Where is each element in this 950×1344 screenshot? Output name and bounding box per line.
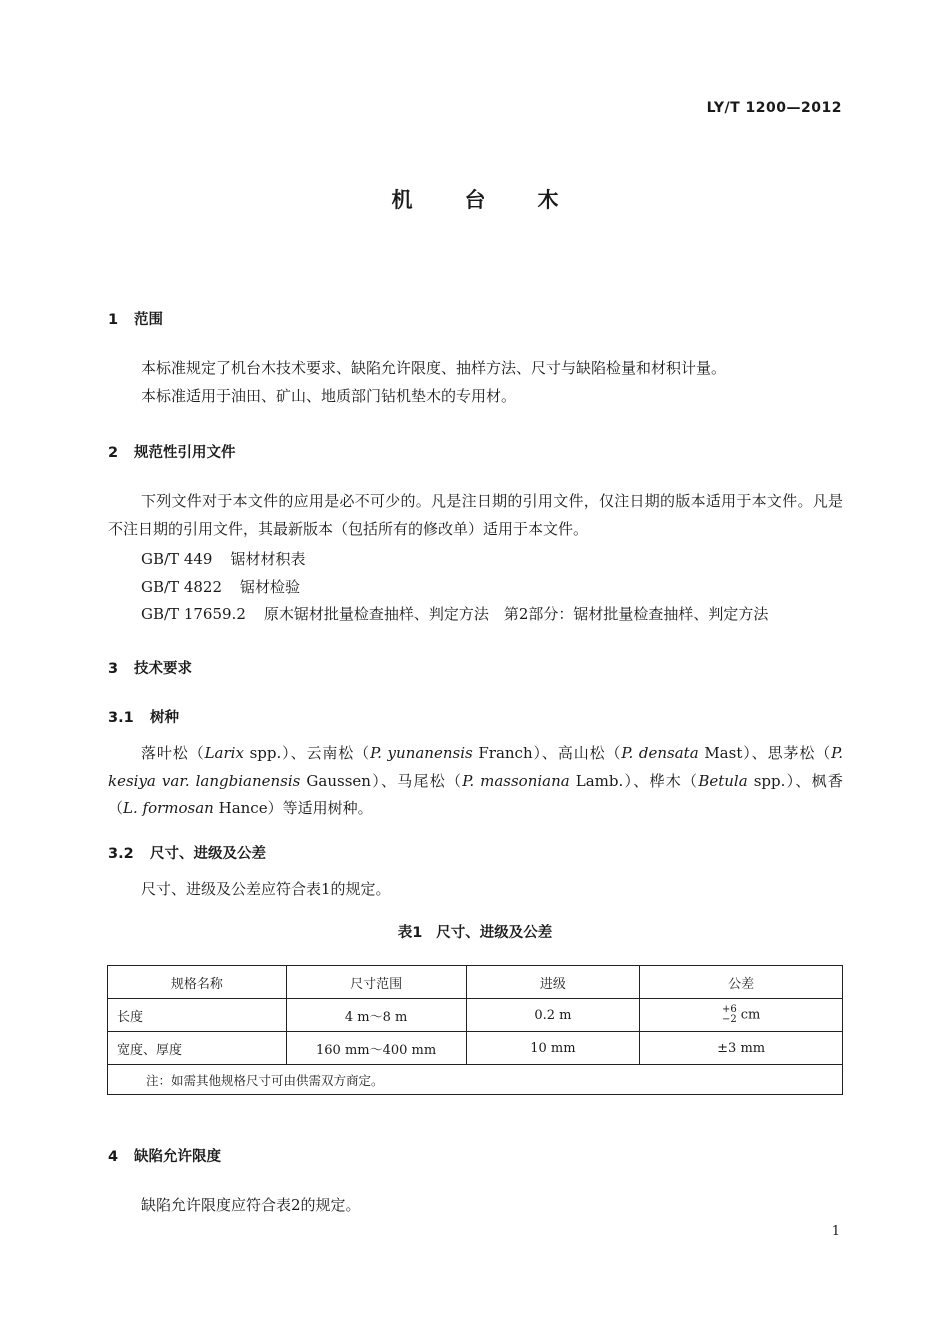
section-3-heading [108,657,192,678]
tolerance-fraction: +6 −2 [721,1004,737,1025]
reference-name: 锯材材积表 [230,550,306,568]
section-title: 缺陷允许限度 [134,1149,221,1165]
section-number: 2 [108,445,119,461]
reference-name: 锯材检验 [240,578,301,596]
references-intro-paragraph: 下列文件对于本文件的应用是必不可少的。凡是注日期的引用文件，仅注日期的版本适用于本文件。凡是不注日期的引用文件，其最新版本（包括所有的修改单）适用于本文件。 [108,492,843,538]
table-row [108,1032,843,1065]
table-header-row [108,966,843,999]
reference-item [141,603,768,624]
section-number: 3.2 [108,846,134,862]
document-title: 机台木 [391,188,611,212]
table-title: 尺寸、进级及公差 [436,925,553,941]
section-title: 规范性引用文件 [134,445,236,461]
size-paragraph: 尺寸、进级及公差应符合表1的规定。 [141,880,391,898]
species-entry: 高山松（P. densata Mast） [557,744,752,762]
reference-code: GB/T 4822 [141,578,223,596]
table-row [108,999,843,1032]
section-1-heading [108,308,163,329]
section-number: 3 [108,661,119,677]
section-title: 尺寸、进级及公差 [150,846,266,862]
species-entry: 马尾松（P. massoniana Lamb.） [397,771,634,790]
scope-paragraph-1: 本标准规定了机台木技术要求、缺陷允许限度、抽样方法、尺寸与缺陷检量和材积计量。 [141,359,727,377]
section-number: 3.1 [108,710,134,726]
section-title: 范围 [134,312,163,328]
reference-code: GB/T 449 [141,550,213,568]
reference-item [141,548,305,569]
table-cell: 4 m～8 m [286,999,466,1032]
table-cell: ±3 mm [640,1032,843,1065]
page-number: 1 [831,1224,840,1239]
size-tolerance-table [107,965,843,1095]
table-cell: 长度 [108,999,287,1032]
reference-item [141,576,300,597]
table-header-cell: 尺寸范围 [286,966,466,999]
reference-name: 原木锯材批量检查抽样、判定方法 第2部分：锯材批量检查抽样、判定方法 [263,605,769,623]
species-entry: 桦木（Betula spp.） [649,771,796,790]
table-header-cell: 公差 [640,966,843,999]
section-3-1-heading [108,706,179,727]
section-number: 4 [108,1149,119,1165]
section-title: 技术要求 [134,661,192,677]
section-title: 树种 [150,710,179,726]
table-caption [0,921,950,942]
section-2-heading [108,441,236,462]
table-cell: +6 −2 cm [640,999,843,1032]
table-cell: 10 mm [466,1032,640,1065]
section-number: 1 [108,312,119,328]
scope-paragraph-2: 本标准适用于油田、矿山、地质部门钻机垫木的专用材。 [141,387,517,405]
section-3-2-heading [108,842,266,863]
defect-paragraph: 缺陷允许限度应符合表2的规定。 [141,1196,361,1214]
species-entry: 云南松（P. yunanensis Franch） [306,744,542,762]
standard-code: LY/T 1200—2012 [706,100,842,116]
table-header-cell: 进级 [466,966,640,999]
species-entry: 思茅松（P. kesiya var. langbianensis Gaussen） [108,744,843,790]
table-header-cell: 规格名称 [108,966,287,999]
table-cell: 0.2 m [466,999,640,1032]
table-cell: 160 mm～400 mm [286,1032,466,1065]
table-note-row [108,1065,843,1095]
table-cell: 宽度、厚度 [108,1032,287,1065]
reference-code: GB/T 17659.2 [141,605,246,623]
table-number: 表1 [397,925,423,941]
table-note: 注：如需其他规格尺寸可由供需双方商定。 [108,1065,843,1095]
section-4-heading [108,1145,221,1166]
species-paragraph: 落叶松（Larix spp.）、云南松（P. yunanensis Franch）、高山松（P. densata Mast）、思茅松（P. kesiya var. langbianensis Gaussen）、马尾松（P. massoniana Lamb.）、桦木（Betula spp.）、枫香（L. formosan Hance）等适用树种。 [108,744,843,817]
species-entry: 落叶松（Larix spp.） [141,744,291,762]
species-entry: 枫香（L. formosan Hance） [108,771,843,817]
